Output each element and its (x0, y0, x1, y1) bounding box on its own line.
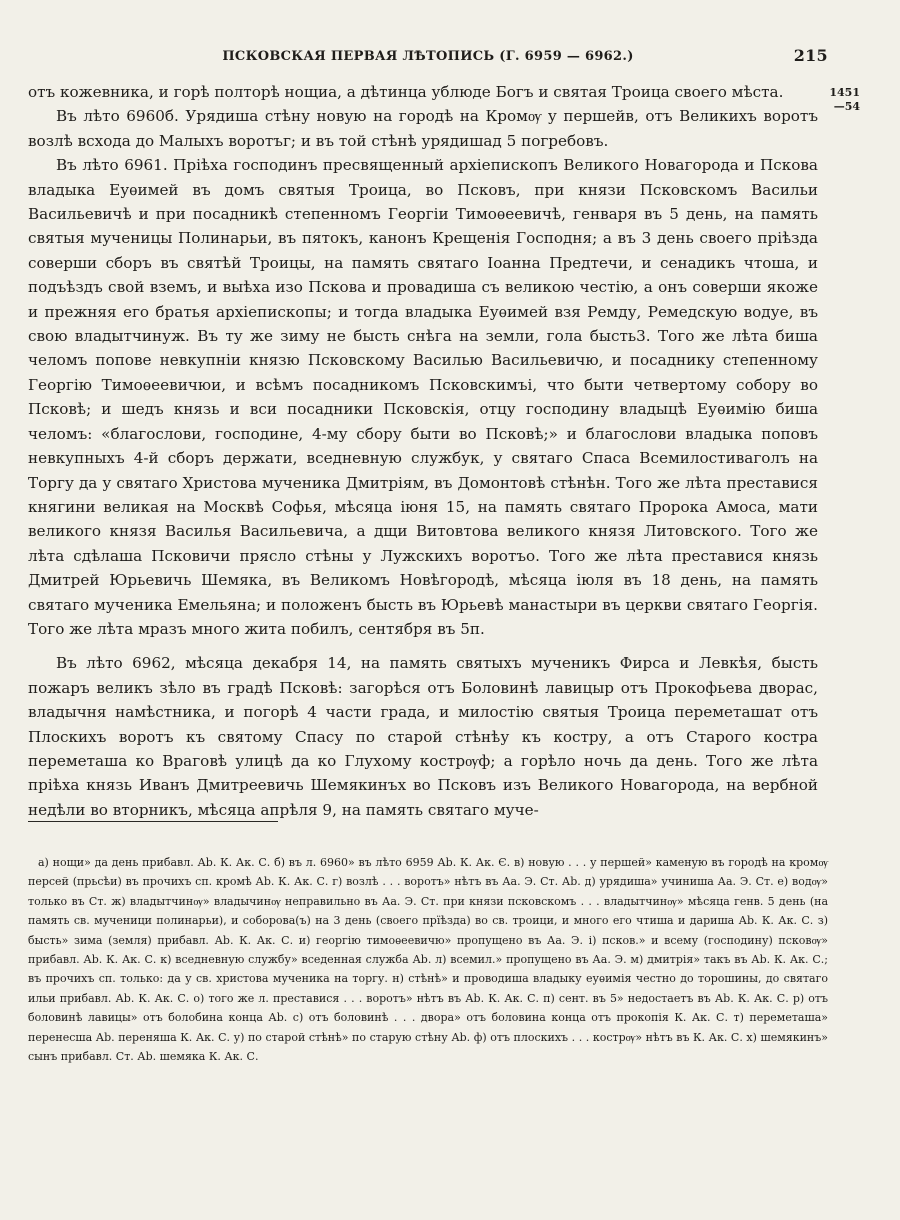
paragraph-6960: Въ лѣто 6960б. Урядиша стѣну новую на городѣ на Кромѹ у першейв, отъ Великихъ воротъ возлѣ всхода до Малыхъ воротъг; и въ той стѣнѣ урядишад 5 погребовъ. (28, 107, 818, 150)
footnote-divider (28, 821, 278, 822)
margin-year-end: —54 (833, 100, 860, 113)
page-number: 215 (793, 46, 828, 65)
paragraph-6961: Въ лѣто 6961. Пріѣха господинъ пресвященный архіепископъ Великого Новагорода и Пскова владыка Еуѳимей въ домъ святыя Троица, во Псковъ, при князи Псковскомъ Васильи Васильевичѣ и при посадникѣ степенномъ Георгіи Тимоѳеевичѣ, генваря въ 5 день, на память святыя мученицы Полинарьи, въ пятокъ, канонъ Крещенія Господня; а въ 3 день своего пріѣзда соверши сборъ въ святѣй Троицы, на память святаго Іоанна Предтечи, и сенадикъ чтоша, и подъѣздъ свой вземъ, и выѣха изо Пскова и провадиша съ великою честію, а онъ соверши якоже и прежняя его братья архіепископы; и тогда владыка Еуѳимей взя Ремду, Ремедскую водуе, въ свою владытчинуж. Въ ту же зиму не бысть снѣга на земли, гола бысть3. Того же лѣта биша челомъ попове невкупніи князю Псковскому Василью Васильевичю, и посаднику степенному Георгію Тимоѳеевичюи, и всѣмъ посадникомъ Псковскимъі, что быти четвертому собору во Псковѣ; и шедъ князь и вси посадники Псковскія, отцу господину владыцѣ Еуѳимію биша челомъ: «благослови, господине, 4-му сбору быти во Псковѣ;» и благослови владыка поповъ невкупныхъ 4-й сборъ держати, вседневную службук, у святаго Спаса Всемилостиваголъ на Торгу да у святаго Христова мученика Дмитріям, въ Домонтовѣ стѣнѣн. Того же лѣта преставися княгини великая на Москвѣ Софья, мѣсяца іюня 15, на память святаго Пророка Амоса, мати великого князя Василья Васильевича, а дщи Витовтова великого князя Литовского. Того же лѣта сдѣлаша Псковичи прясло стѣны у Лужскихъ воротъо. Того же лѣта преставися князь Дмитрей Юрьевичь Шемяка, въ Великомъ Новѣгородѣ, мѣсяца іюля въ 18 день, на память святаго мученика Емельяна; и положенъ бысть въ Юрьевѣ манастыри въ церкви святаго Георгія. Того же лѣта мразъ много жита побилъ, сентября въ 5п. (28, 156, 818, 638)
margin-year-start: 1451 (829, 86, 860, 99)
paragraph-6962: Въ лѣто 6962, мѣсяца декабря 14, на память святыхъ мученикъ Фирса и Левкѣя, бысть пожаръ великъ зѣло въ градѣ Псковѣ: загорѣся отъ Боловинѣ лавицыр отъ Прокофьева дворас, владычня намѣстника, и погорѣ 4 части града, и милостію святыя Троица переметашат отъ Плоскихъ воротъ къ святому Спасу по старой стѣнѣу къ костру, а отъ Старого костра переметаша ко Враговѣ улицѣ да ко Глухому кострѹф; а горѣло ночь да день. Того же лѣта пріѣха князь Иванъ Дмитреевичь Шемякинъх во Псковъ изъ Великого Новагорода, на вербной недѣли во вторникъ, мѣсяца апрѣля 9, на память святаго муче- (28, 654, 818, 819)
footnotes (28, 853, 828, 1066)
page-title: ПСКОВСКАЯ ПЕРВАЯ ЛѢТОПИСЬ (Г. 6959 — 6962.) (222, 49, 634, 64)
paragraph-continuation: отъ кожевника, и горѣ полторѣ нощиа, а дѣтинца ублюде Богъ и святая Троица своего мѣста. (28, 83, 784, 101)
footnote-block: а) нощи» да день прибавл. Аb. К. Ак. С. б) въ л. 6960» въ лѣто 6959 Аb. К. Ак. Є. в) новую . . . у першей» каменую въ городѣ на кромѹ персей (прьсѣи) въ прочихъ сп. кромѣ Аb. К. Ак. С. г) возлѣ . . . воротъ» нѣтъ въ Аа. Э. Ст. Аb. д) урядиша» учиниша Аа. Э. Ст. е) водѹ» только въ Ст. ж) владытчинѹ» владычинѹ неправильно въ Аа. Э. Ст. при князи псковскомъ . . . владытчинѹ» мѣсяца генв. 5 день (на память св. мученици полинарьи), и соборова(ъ) на 3 день (своего прїѣзда) во св. троици, и много его чтиша и дариша Аb. К. Ак. С. з) бысть» зима (земля) прибавл. Аb. К. Ак. С. и) георгію тимоѳеевичю» пропущено въ Аа. Э. і) псков.» и всему (господину) псковѹ» прибавл. Аb. К. Ак. С. к) вседневную службу» вседенная служба Аb. л) всемил.» пропущено въ Аа. Э. м) дмитрія» такъ въ Аb. К. Ак. С.; въ прочихъ сп. только: да у св. христова мученика на торгу. н) стѣнѣ» и проводиша владыку еуѳимія честно до торошины, до святаго ильи прибавл. Аb. К. Ак. С. о) того же л. преставися . . . воротъ» нѣтъ въ Аb. К. Ак. С. п) сент. въ 5» недостаетъ въ Аb. К. Ак. С. р) отъ боловинѣ лавицы» отъ болобина конца Аb. с) отъ боловинѣ . . . двора» отъ боловина конца отъ прокопія К. Ак. С. т) переметаша» перенесша Аb. переняша К. Ак. С. у) по старой стѣнѣ» по старую стѣну Аb. ф) отъ плоскихъ . . . кострѹ» нѣтъ въ К. Ак. С. х) шемякинъ» сынъ прибавл. Ст. Аb. шемяка К. Ак. С. (28, 856, 828, 1064)
main-text (28, 80, 818, 822)
running-header (28, 46, 828, 68)
margin-year-range (820, 86, 860, 114)
